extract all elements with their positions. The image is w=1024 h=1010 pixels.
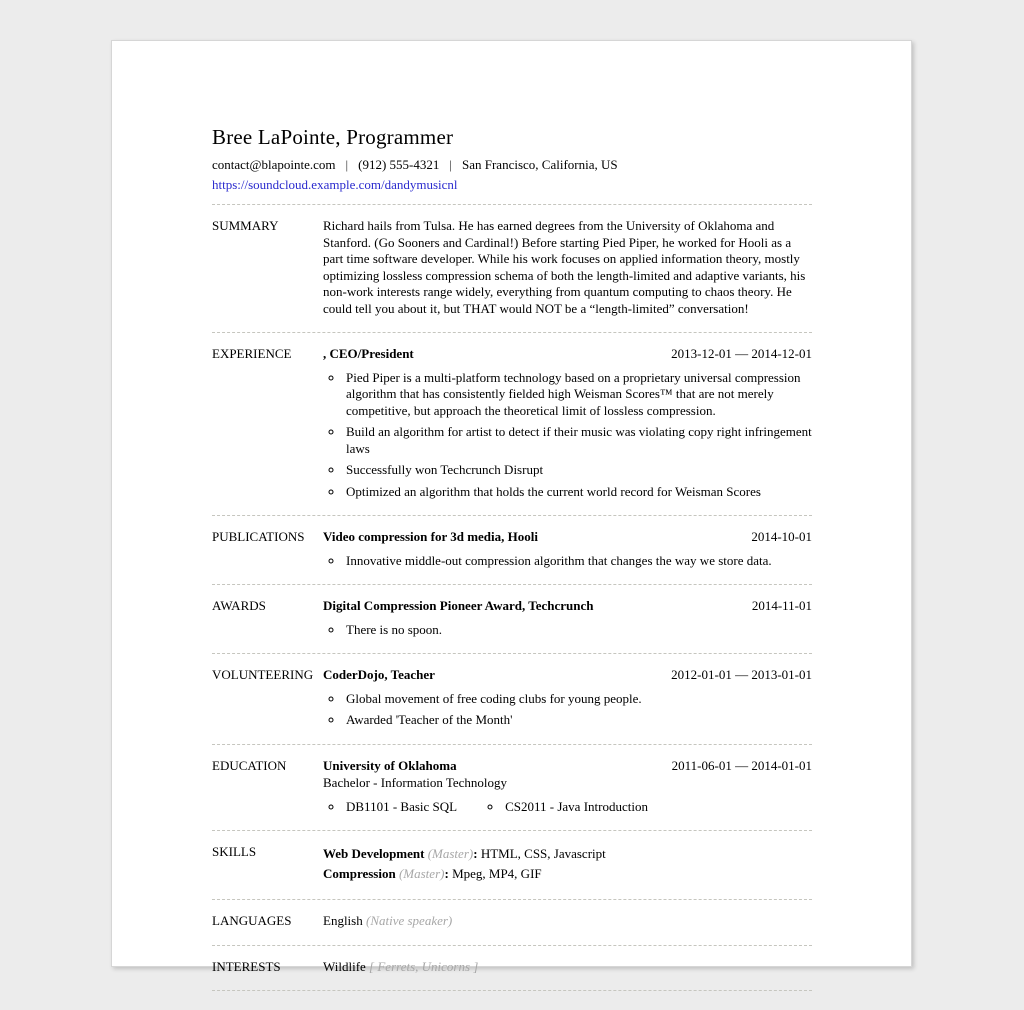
language-note: (Native speaker) <box>365 913 453 928</box>
entry-header <box>323 346 812 363</box>
interest-note: [ Ferrets, Unicorns ] <box>369 958 479 974</box>
entry-header <box>323 529 812 546</box>
skill-name: Web Development <box>323 846 425 861</box>
course-item: ◦ DB1101 - Basic SQL <box>344 799 457 816</box>
entry-title: Digital Compression Pioneer Award, Techcrunch <box>323 598 594 613</box>
skill-item <box>323 864 812 884</box>
education-entry <box>323 745 812 831</box>
section-label: AWARDS <box>212 598 266 613</box>
bullet-item: ◦ Successfully won Techcrunch Disrupt <box>344 462 812 479</box>
summary-text: Richard hails from Tulsa. He has earned degrees from the University of Oklahoma and Stanford. (Go Sooners and Cardinal!) Before starting Pied Piper, he worked for Hooli as a part time software developer. While his work focuses on applied information theory, mostly optimizing lossless compression schema of both the length-limited and adaptive variants, his non-work interests range widely, everything from quantum computing to chaos theory. He could tell you about it, but THAT would NOT be a “length-limited” conversation! <box>323 218 806 316</box>
section-label: SUMMARY <box>212 218 279 233</box>
contact-phone: (912) 555-4321 <box>358 157 440 172</box>
entry-date: 2014-10-01 <box>751 529 812 544</box>
section-experience <box>212 332 812 515</box>
award-entry <box>323 585 812 653</box>
bullet-item: ◦ Awarded 'Teacher of the Month' <box>344 712 812 729</box>
skill-name: Compression <box>323 866 396 881</box>
section-label: LANGUAGES <box>212 913 292 928</box>
language-name: English <box>323 913 363 928</box>
resume-header <box>212 125 812 194</box>
entry-header <box>323 667 812 684</box>
skill-detail: HTML, CSS, Javascript <box>477 846 606 861</box>
skill-level: (Master) <box>398 866 445 881</box>
skill-colon: : <box>473 846 478 861</box>
skill-level: (Master) <box>427 846 474 861</box>
volunteering-bullets <box>323 691 812 729</box>
publication-bullets <box>323 553 812 570</box>
bullet-item: ◦ There is no spoon. <box>344 622 812 639</box>
section-interests <box>212 945 812 992</box>
entry-dates: 2011-06-01 — 2014-01-01 <box>671 757 812 773</box>
entry-dates: 2013-12-01 — 2014-12-01 <box>671 346 812 361</box>
entry-header <box>323 598 812 615</box>
entry-date: 2014-11-01 <box>751 598 812 613</box>
section-summary <box>212 204 812 332</box>
education-courses <box>323 799 812 816</box>
skill-detail: Mpeg, MP4, GIF <box>448 866 542 881</box>
soundcloud-link[interactable]: https://soundcloud.example.com/dandymusicnl <box>212 177 458 192</box>
section-education <box>212 744 812 831</box>
contact-line <box>212 157 812 173</box>
bullet-item: ◦ Optimized an algorithm that holds the current world record for Weisman Scores <box>344 484 812 501</box>
section-label: INTERESTS <box>212 958 281 974</box>
contact-separator: | <box>449 157 452 172</box>
experience-entry <box>323 333 812 515</box>
experience-bullets <box>323 370 812 501</box>
bullet-item: ◦ Pied Piper is a multi-platform technology based on a proprietary universal compression algorithm that has consistently fielded high Weisman Scores™ that are not merely competitive, but approach the theoretical limit of lossless compression. <box>344 370 812 420</box>
section-volunteering <box>212 653 812 744</box>
entry-dates: 2012-01-01 — 2013-01-01 <box>671 667 812 682</box>
award-bullets <box>323 622 812 639</box>
interest-name: Wildlife <box>323 958 366 974</box>
resume-content <box>112 41 911 991</box>
skill-item <box>323 844 812 864</box>
contact-location: San Francisco, California, US <box>461 157 618 172</box>
section-label: SKILLS <box>212 844 257 859</box>
section-languages <box>212 899 812 945</box>
publication-entry <box>323 516 812 584</box>
entry-institution: University of Oklahoma <box>323 757 457 773</box>
entry-title: , CEO/President <box>323 346 414 361</box>
section-label: PUBLICATIONS <box>212 529 305 544</box>
entry-header <box>323 758 812 775</box>
bullet-item: ◦ Build an algorithm for artist to detect if their music was violating copy right infringement laws <box>344 424 812 457</box>
contact-email: contact@blapointe.com <box>212 157 336 172</box>
skills-list <box>323 831 812 899</box>
resume-name: Bree LaPointe, Programmer <box>212 125 454 149</box>
bullet-item: ◦ Global movement of free coding clubs for young people. <box>344 691 812 708</box>
education-degree: Bachelor - Information Technology <box>323 775 508 790</box>
section-awards <box>212 584 812 653</box>
contact-separator: | <box>345 157 349 172</box>
skill-colon: : <box>444 866 449 881</box>
volunteering-entry <box>323 654 812 744</box>
entry-title: CoderDojo, Teacher <box>323 667 435 682</box>
resume-page <box>111 40 912 974</box>
section-label: EXPERIENCE <box>212 346 292 361</box>
section-label: EDUCATION <box>212 757 287 773</box>
interest-item <box>323 946 812 991</box>
resume-sections <box>212 204 812 991</box>
language-item <box>323 900 812 945</box>
section-skills <box>212 830 812 899</box>
section-label: VOLUNTEERING <box>212 667 314 682</box>
entry-title: Video compression for 3d media, Hooli <box>323 529 538 544</box>
course-item: ◦ CS2011 - Java Introduction <box>503 799 648 816</box>
section-publications <box>212 515 812 584</box>
bullet-item: ◦ Innovative middle-out compression algorithm that changes the way we store data. <box>344 553 812 570</box>
